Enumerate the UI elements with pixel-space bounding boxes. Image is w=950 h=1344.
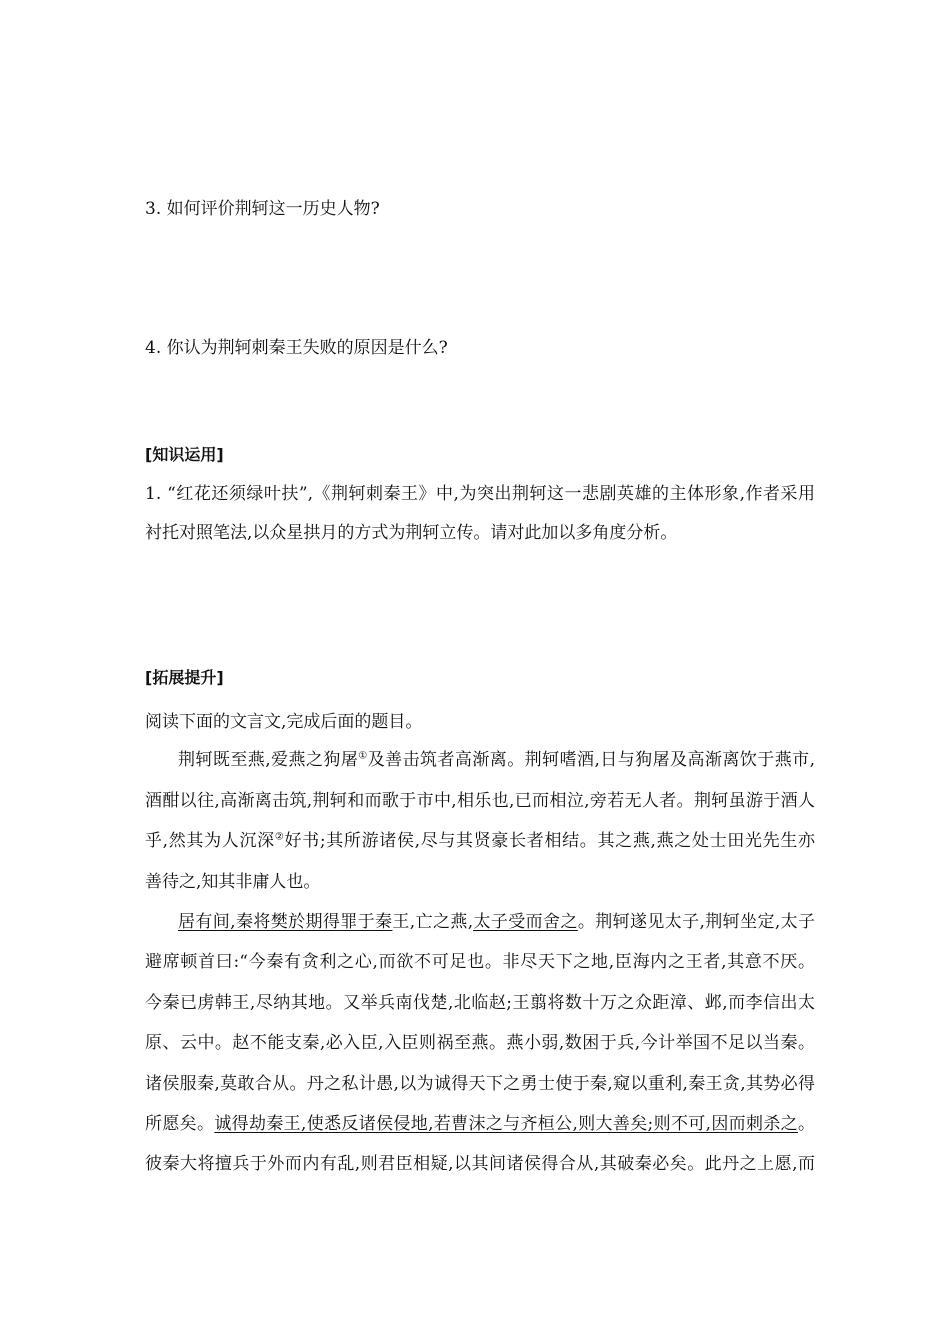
passage-p1-line-2: 酒酣以往,高渐离击筑,荆轲和而歌于市中,相乐也,已而相泣,旁若无人者。荆轲虽游于酒人 [145, 791, 815, 811]
passage-p1-line-4: 善待之,知其非庸人也。 [145, 872, 321, 892]
footnote-marker-1: ① [358, 750, 368, 762]
knowledge-question-1-line-1: 1. “红花还须绿叶扶”,《荆轲刺秦王》中,为突出荆轲这一悲剧英雄的主体形象,作者采用 [145, 484, 815, 504]
passage-p2-line-3: 今秦已虏韩王,尽纳其地。又举兵南伐楚,北临赵;王翦将数十万之众距漳、邺,而李信出太 [145, 993, 815, 1013]
passage-p1-line-1 [178, 748, 815, 772]
passage-text: 及善击筑者高渐离。荆轲嗜酒,日与狗屠及高渐离饮于燕市, [367, 750, 816, 770]
passage-p2-line-1 [178, 910, 815, 934]
question-4: 4. 你认为荆轲刺秦王失败的原因是什么? [145, 338, 448, 358]
passage-text: 王,亡之燕, [392, 912, 474, 932]
reading-instruction: 阅读下面的文言文,完成后面的题目。 [145, 712, 423, 732]
footnote-marker-2: ② [274, 831, 285, 843]
passage-text: 好书;其所游诸侯,尽与其贤豪长者相结。其之燕,燕之处士田光先生亦 [284, 831, 816, 851]
passage-p2-line-5: 诸侯服秦,莫敢合从。丹之私计愚,以为诚得天下之勇士使于秦,窥以重利,秦王贪,其势必得 [145, 1074, 815, 1094]
question-3: 3. 如何评价荆轲这一历史人物? [145, 199, 380, 219]
passage-text: 。 [798, 1114, 816, 1134]
underlined-sentence-1: 居有间,秦将樊於期得罪于秦 [178, 912, 393, 932]
section-title-knowledge: [知识运用] [145, 445, 224, 464]
passage-text: 所愿矣。 [145, 1114, 215, 1134]
passage-text: 荆轲既至燕,爱燕之狗屠 [178, 750, 359, 770]
passage-p2-line-4: 原、云中。赵不能支秦,必入臣,入臣则祸至燕。燕小弱,数困于兵,今计举国不足以当秦。 [145, 1033, 815, 1053]
passage-text: 。荆轲遂见太子,荆轲坐定,太子 [577, 912, 816, 932]
passage-p1-line-3 [145, 829, 815, 853]
underlined-sentence-2: 太子受而舍之 [473, 912, 578, 932]
passage-p2-line-2: 避席顿首曰:“今秦有贪利之心,而欲不可足也。非尽天下之地,臣海内之王者,其意不厌。 [145, 952, 815, 972]
underlined-sentence-3: 诚得劫秦王,使悉反诸侯侵地,若曹沫之与齐桓公,则大善矣;则不可,因而刺杀之 [214, 1114, 799, 1134]
passage-text: 乎,然其为人沉深 [145, 831, 275, 851]
knowledge-question-1-line-2: 衬托对照笔法,以众星拱月的方式为荆轲立传。请对此加以多角度分析。 [145, 523, 678, 543]
section-title-extension: [拓展提升] [145, 668, 224, 687]
passage-p2-line-7: 彼秦大将擅兵于外而内有乱,则君臣相疑,以其间诸侯得合从,其破秦必矣。此丹之上愿,而 [145, 1154, 815, 1174]
passage-p2-line-6 [145, 1112, 815, 1136]
